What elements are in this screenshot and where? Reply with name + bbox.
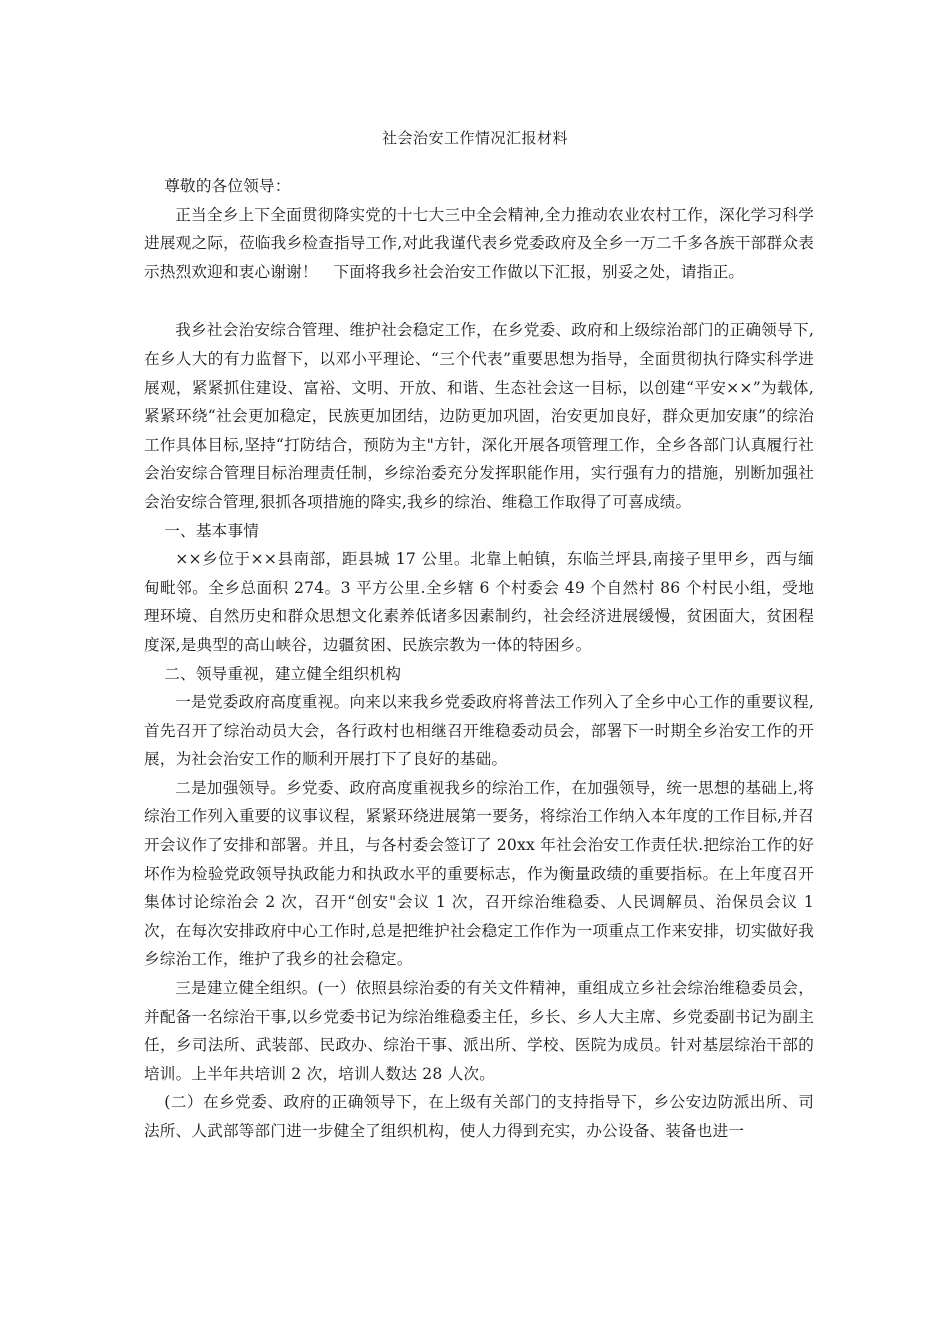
leadership-paragraph-3: 三是建立健全组织。(一）依照县综治委的有关文件精神，重组成立乡社会综治维稳委员会，并配备一名综治干事,以乡党委书记为综治维稳委主任，乡长、乡人大主席、乡党委副书记为副主任，乡司法所、武装部、民政办、综治干事、派出所、学校、医院为成员。针对基层综治干部的培训。上半年共培训 2 次，培训人数达 28 人次。: [144, 979, 814, 1083]
basic-situation-paragraph: ××乡位于××县南部，距县城 17 公里。北靠上帕镇，东临兰坪县,南接子里甲乡，西与缅甸毗邻。全乡总面积 274。3 平方公里.全乡辖 6 个村委会 49 个自然村 86 个村民小组，受地理环境、自然历史和群众思想文化素养低诸多因素制约，社会经济进展缓慢，贫困面大，贫困程度深,是典型的高山峡谷，边疆贫困、民族宗教为一体的特困乡。: [144, 550, 814, 654]
overview-paragraph: 我乡社会治安综合管理、维护社会稳定工作，在乡党委、政府和上级综治部门的正确领导下,在乡人大的有力监督下，以邓小平理论、“三个代表”重要思想为指导，全面贯彻执行降实科学进展观，紧紧抓住建设、富裕、文明、开放、和谐、生态社会这一目标，以创建“平安××”为载体,紧紧环绕“社会更加稳定，民族更加团结，边防更加巩固，治安更加良好，群众更加安康”的综治工作具体目标,坚持“打防结合，预防为主"方针，深化开展各项管理工作，全乡各部门认真履行社会治安综合管理目标治理责任制，乡综治委充分发挥职能作用，实行强有力的措施，别断加强社会治安综合管理,狠抓各项措施的降实,我乡的综治、维稳工作取得了可喜成绩。: [144, 321, 814, 511]
leadership-paragraph-1: 一是党委政府高度重视。向来以来我乡党委政府将普法工作列入了全乡中心工作的重要议程,首先召开了综治动员大会，各行政村也相继召开维稳委动员会，部署下一时期全乡治安工作的开展，为社会治安工作的顺利开展打下了良好的基础。: [144, 693, 814, 769]
document-title: 社会治安工作情况汇报材料: [381, 129, 568, 147]
leadership-paragraph-2: 二是加强领导。乡党委、政府高度重视我乡的综治工作，在加强领导，统一思想的基础上,将综治工作列入重要的议事议程，紧紧环绕进展第一要务，将综治工作纳入本年度的工作目标,并召开会议作了安排和部署。并且，与各村委会签订了 20xx 年社会治安工作责任状.把综治工作的好坏作为检验党政领导执政能力和执政水平的重要标志，作为衡量政绩的重要指标。在上年度召开集体讨论综治会 2 次，召开“创安"会议 1 次，召开综治维稳委、人民调解员、治保员会议 1 次，在每次安排政府中心工作时,总是把维护社会稳定工作作为一项重点工作来安排，切实做好我乡综治工作，维护了我乡的社会稳定。: [144, 778, 814, 969]
intro-paragraph: 正当全乡上下全面贯彻降实党的十七大三中全会精神,全力推动农业农村工作，深化学习科学进展观之际，莅临我乡检查指导工作,对此我谨代表乡党委政府及全乡一万二千多各族干部群众表示热烈欢迎和衷心谢谢！ 下面将我乡社会治安工作做以下汇报，别妥之处，请指正。: [144, 205, 814, 281]
leadership-paragraph-4: (二）在乡党委、政府的正确领导下，在上级有关部门的支持指导下，乡公安边防派出所、司法所、人武部等部门进一步健全了组织机构，使人力得到充实，办公设备、装备也进一: [144, 1093, 814, 1140]
paragraph-spacer: [144, 286, 814, 316]
section-heading-leadership: 二、领导重视，建立健全组织机构: [164, 664, 402, 683]
section-heading-basic-situation: 一、基本事情: [164, 521, 260, 540]
document-body: [144, 172, 814, 1146]
salutation: 尊敬的各位领导：: [164, 177, 291, 195]
